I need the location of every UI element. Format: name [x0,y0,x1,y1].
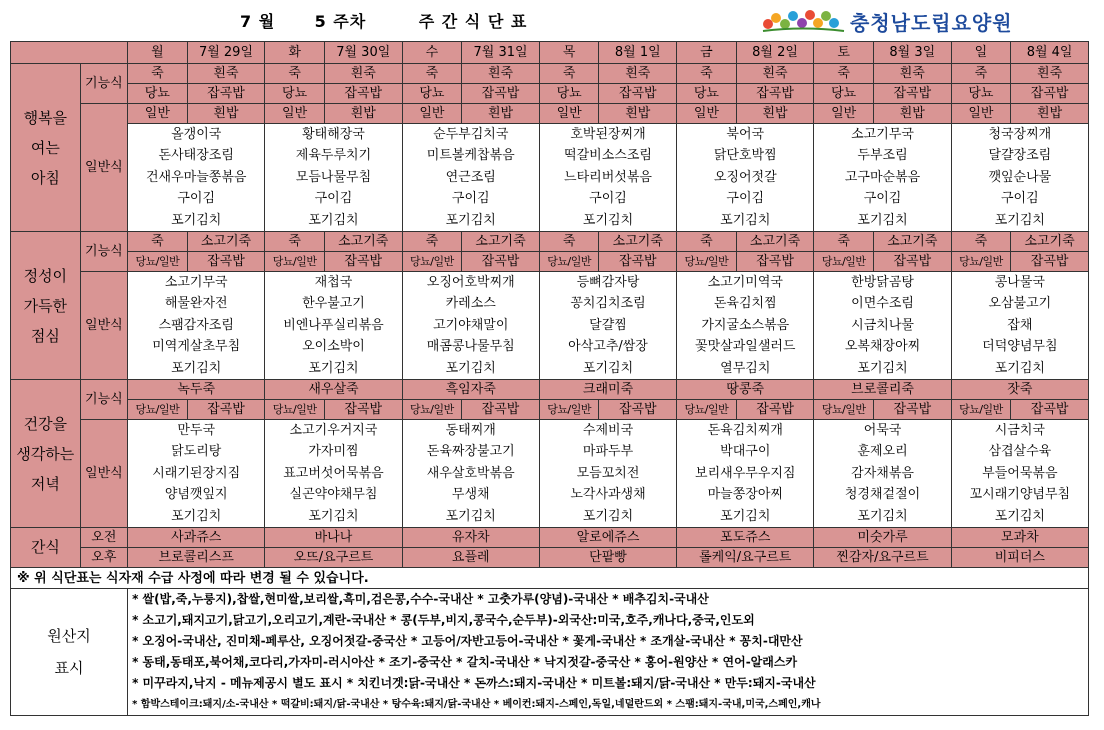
dish: 비엔나푸실리볶음 [283,317,384,333]
func-menu-cell: 소고기죽 [324,232,402,252]
dish: 어묵국 [863,423,902,438]
general-rice-cell: 흰밥 [187,104,265,124]
dish: 시금치국 [994,423,1045,438]
day-header: 화 [265,42,325,64]
table-row [11,272,1089,380]
func-menu-cell: 죽 [402,232,462,252]
dish: 구이김 [863,191,902,207]
dish: 오삼불고기 [988,296,1052,312]
meal-label-line: 생각하는 [16,444,75,463]
dish: 달걀장조림 [988,148,1052,164]
func-menu-cell: 당뇨 [402,84,462,104]
snack-pm-label: 오후 [80,548,127,568]
dish: 포기김치 [308,508,359,524]
dish: 구이김 [177,191,216,207]
general-rice-cell: 흰밥 [599,104,677,124]
general-rice-cell: 일반 [814,104,874,124]
general-rice-cell: 일반 [951,104,1011,124]
func-menu-cell: 소고기죽 [873,232,951,252]
dish: 훈제오리 [857,444,908,460]
func-menu-cell: 잡곡밥 [187,252,265,272]
day-header: 수 [402,42,462,64]
snack-cell: 바나나 [265,528,402,548]
general-menu-cell [402,124,539,232]
func-menu-cell: 죽 [539,232,599,252]
general-rice-cell: 흰밥 [324,104,402,124]
dish: 북어국 [726,127,765,142]
func-menu-cell: 죽 [951,232,1011,252]
dish: 포기김치 [720,508,771,524]
general-menu-cell [677,420,814,528]
dish: 건새우마늘쫑볶음 [145,169,247,185]
func-menu-cell: 죽 [814,232,874,252]
weekly-menu-table [10,41,1089,716]
func-menu-cell: 잡곡밥 [599,400,677,420]
dish: 포기김치 [994,360,1045,376]
dish: 황태해장국 [302,127,365,142]
table-row [11,84,1089,104]
func-menu-cell: 잡곡밥 [1011,400,1089,420]
dish: 포기김치 [308,212,359,228]
func-menu-cell: 당뇨/일반 [128,400,188,420]
dish: 감자채볶음 [851,465,914,481]
func-menu-cell: 죽 [951,64,1011,84]
dish: 박대구이 [720,444,771,460]
dish: 수제비국 [582,423,634,438]
general-menu-cell [265,420,402,528]
func-menu-cell: 당뇨 [951,84,1011,104]
func-menu-cell: 당뇨 [128,84,188,104]
dish: 깻잎순나물 [988,169,1052,185]
dish: 포기김치 [857,212,908,228]
meal-label-line: 가득한 [23,296,68,315]
func-menu-cell: 잣죽 [951,380,1088,400]
func-menu-cell: 죽 [265,64,325,84]
general-menu-cell [677,124,814,232]
table-row [11,589,1089,716]
func-menu-cell: 죽 [677,64,737,84]
func-menu-cell: 죽 [265,232,325,252]
origin-line: * 동태,동태포,북어채,코다리,가자미-러시아산 * 조기-중국산 * 갈치-국내산 * 낙지젓갈-중국산 * 홍어-원양산 * 연어-알래스카 [132,655,798,669]
general-menu-cell [814,124,951,232]
func-menu-cell: 흰죽 [462,64,540,84]
func-menu-cell: 흑임자죽 [402,380,539,400]
menu-title: 7 월 5 주차 주 간 식 단 표 [240,12,528,31]
origin-line: * 오징어-국내산, 진미채-페루산, 오징어젓갈-중국산 * 고등어/자반고등어-국내산 * 꽃게-국내산 * 조개살-국내산 * 꽁치-대만산 [132,634,803,648]
dish: 마파두부 [582,444,634,460]
general-menu-cell [539,272,676,380]
func-menu-cell: 잡곡밥 [187,84,265,104]
func-menu-cell: 죽 [539,64,599,84]
func-menu-cell: 땅콩죽 [677,380,814,400]
snack-cell: 미숫가루 [814,528,951,548]
dish: 등뼈감자탕 [576,275,640,290]
origin-line: * 소고기,돼지고기,닭고기,오리고기,계란-국내산 * 콩(두부,비지,콩국수,순두부)-외국산:미국,호주,캐나다,중국,인도외 [132,613,755,627]
func-menu-cell: 당뇨/일반 [814,400,874,420]
general-menu-cell [951,272,1088,380]
date-header: 7월 31일 [462,42,540,64]
dish: 호박된장찌개 [570,127,646,142]
snack-cell: 찐감자/요구르트 [814,548,951,568]
general-rice-cell: 흰밥 [873,104,951,124]
meal-label-line: 여는 [30,138,60,157]
func-menu-cell: 새우살죽 [265,380,402,400]
snack-cell: 유자차 [402,528,539,548]
func-menu-cell: 당뇨/일반 [951,400,1011,420]
table-row [11,400,1089,420]
snack-cell: 모과차 [951,528,1088,548]
dish: 포기김치 [994,212,1045,228]
breakfast-label [11,64,81,232]
dish: 오이소박이 [302,339,365,355]
dish: 오징어젓갈 [713,169,777,185]
page-header [0,0,1104,40]
func-menu-cell: 잡곡밥 [462,400,540,420]
func-menu-cell: 잡곡밥 [873,400,951,420]
func-diet-label: 기능식 [80,232,127,272]
dish: 한방닭곰탕 [851,275,914,290]
origin-list [128,589,1089,716]
func-menu-cell: 잡곡밥 [1011,84,1089,104]
func-menu-cell: 브로콜리죽 [814,380,951,400]
general-menu-cell [402,272,539,380]
general-menu-cell [128,272,265,380]
func-menu-cell: 죽 [128,232,188,252]
general-rice-cell: 일반 [539,104,599,124]
func-menu-cell: 소고기죽 [1011,232,1089,252]
dish: 아삭고추/쌈장 [568,339,648,355]
dish: 미트볼케찹볶음 [426,148,515,164]
date-header: 8월 3일 [873,42,951,64]
func-menu-cell: 소고기죽 [736,232,814,252]
dish: 포기김치 [582,360,634,376]
func-menu-cell: 잡곡밥 [324,252,402,272]
snack-cell: 요플레 [402,548,539,568]
general-menu-cell [814,272,951,380]
func-menu-cell: 당뇨 [265,84,325,104]
snack-cell: 오뜨/요구르트 [265,548,402,568]
origin-label-line: 표시 [54,659,84,677]
dish: 포기김치 [445,360,496,376]
func-menu-cell: 흰죽 [599,64,677,84]
snack-am-label: 오전 [80,528,127,548]
dish: 꼬시래기양념무침 [969,487,1071,503]
general-rice-cell: 흰밥 [462,104,540,124]
func-menu-cell: 당뇨/일반 [814,252,874,272]
snack-cell: 비피더스 [951,548,1088,568]
func-menu-cell: 죽 [128,64,188,84]
meal-label-line: 저녁 [30,474,60,493]
dish: 소고기무국 [164,275,228,290]
dish: 콩나물국 [994,275,1045,290]
dish: 포기김치 [994,508,1045,524]
table-row [11,232,1089,252]
flower-logo-icon [758,4,848,34]
dish: 실곤약야채무침 [289,487,378,503]
dish: 구이김 [726,191,765,207]
dish: 새우살호박볶음 [426,465,515,481]
general-rice-cell: 흰밥 [1011,104,1089,124]
origin-line: * 함박스테이크:돼지/소-국내산 * 떡갈비:돼지/닭-국내산 * 탕수육:돼지/닭-국내산 * 베이컨:돼지-스페인,독일,네덜란드외 * 스팸:돼지-국내,미국,스페인,캐나 [132,699,821,710]
func-menu-cell: 잡곡밥 [324,84,402,104]
dish: 포기김치 [171,508,222,524]
func-menu-cell: 흰죽 [187,64,265,84]
dish: 시래기된장지짐 [152,465,241,481]
dish: 포기김치 [445,212,496,228]
func-menu-cell: 잡곡밥 [1011,252,1089,272]
general-menu-cell [265,124,402,232]
dish: 돈육김치찌개 [707,423,783,438]
dish: 한우불고기 [302,296,365,312]
meal-label-line: 정성이 [23,266,68,285]
dish: 부들어묵볶음 [982,465,1058,481]
dish: 가자미찜 [308,444,359,460]
func-menu-cell: 당뇨 [677,84,737,104]
day-header: 목 [539,42,599,64]
func-menu-cell: 잡곡밥 [324,400,402,420]
dish: 마늘쫑장아찌 [707,487,783,503]
func-menu-cell: 소고기죽 [599,232,677,252]
func-menu-cell: 잡곡밥 [462,84,540,104]
dish: 순두부김치국 [433,127,509,142]
dish: 표고버섯어묵볶음 [283,465,384,481]
dish: 미역게살초무침 [152,339,241,355]
dish: 청국장찌개 [988,127,1052,142]
general-menu-cell [539,420,676,528]
dish: 스팸감자조림 [158,317,234,333]
func-menu-cell: 잡곡밥 [462,252,540,272]
table-row [11,528,1089,548]
func-menu-cell: 소고기죽 [462,232,540,252]
func-menu-cell: 당뇨/일반 [951,252,1011,272]
dish: 두부조림 [857,148,908,164]
func-menu-cell: 당뇨/일반 [402,400,462,420]
func-diet-label: 기능식 [80,64,127,104]
snack-label: 간식 [11,528,81,568]
dish: 무생채 [451,487,490,503]
general-menu-cell [951,420,1088,528]
general-diet-label: 일반식 [80,420,127,528]
dish: 소고기무국 [851,127,914,142]
func-menu-cell: 잡곡밥 [599,84,677,104]
general-menu-cell [128,420,265,528]
dish: 포기김치 [857,360,908,376]
origin-label [11,589,128,716]
dish: 포기김치 [308,360,359,376]
dish: 돈사태장조림 [158,148,234,164]
func-menu-cell: 잡곡밥 [736,252,814,272]
meal-label-line: 점심 [30,326,60,345]
dish: 포기김치 [171,212,222,228]
dish: 재첩국 [314,275,353,290]
dish: 매콤콩나물무침 [426,339,515,355]
meal-label-line: 행복을 [23,108,68,127]
func-menu-cell: 당뇨 [814,84,874,104]
general-rice-cell: 일반 [402,104,462,124]
general-rice-cell: 일반 [265,104,325,124]
general-rice-cell: 일반 [128,104,188,124]
dish: 연근조림 [445,169,496,185]
origin-line: * 쌀(밥,죽,누룽지),찹쌀,현미쌀,보리쌀,흑미,검은콩,수수-국내산 * 고춧가루(양념)-국내산 * 배추김치-국내산 [132,592,709,606]
func-menu-cell: 흰죽 [324,64,402,84]
dish: 보리새우무우지짐 [695,465,796,481]
table-row [11,104,1089,124]
table-row [11,252,1089,272]
origin-line: * 미꾸라지,낙지 - 메뉴제공시 별도 표시 * 치킨너겟:닭-국내산 * 돈까스:돼지-국내산 * 미트볼:돼지/닭-국내산 * 만두:돼지-국내산 [132,676,816,690]
day-header: 토 [814,42,874,64]
dish: 잡채 [1007,317,1033,333]
dish: 올갱이국 [171,127,222,142]
dish: 포기김치 [720,212,771,228]
dish: 오복채장아찌 [844,339,921,355]
dish: 오징어호박찌개 [426,275,515,290]
dish: 포기김치 [171,360,222,376]
table-row [11,64,1089,84]
func-menu-cell: 당뇨 [539,84,599,104]
dish: 열무김치 [720,360,771,376]
func-menu-cell: 당뇨/일반 [402,252,462,272]
func-menu-cell: 흰죽 [736,64,814,84]
general-rice-cell: 일반 [677,104,737,124]
func-menu-cell: 잡곡밥 [599,252,677,272]
table-row [11,548,1089,568]
dish: 소고기미역국 [707,275,783,290]
dish: 돈육짜장불고기 [426,444,515,460]
general-menu-cell [128,124,265,232]
general-menu-cell [814,420,951,528]
dish: 떡갈비소스조림 [564,148,652,164]
func-menu-cell: 흰죽 [1011,64,1089,84]
func-menu-cell: 당뇨/일반 [265,252,325,272]
general-menu-cell [402,420,539,528]
dish: 달걀찜 [589,317,627,333]
day-header: 금 [677,42,737,64]
general-diet-label: 일반식 [80,272,127,380]
table-row [11,124,1089,232]
logo [758,4,1088,34]
func-menu-cell: 죽 [402,64,462,84]
func-menu-cell: 잡곡밥 [873,84,951,104]
snack-cell: 롤케익/요구르트 [677,548,814,568]
snack-cell: 포도쥬스 [677,528,814,548]
func-menu-cell: 흰죽 [873,64,951,84]
dish: 구이김 [589,191,627,207]
lunch-label [11,232,81,380]
general-rice-cell: 흰밥 [736,104,814,124]
table-row [11,420,1089,528]
date-header: 7월 30일 [324,42,402,64]
dish: 소고기우거지국 [289,423,378,438]
dish: 양념깻잎지 [164,487,228,503]
dish: 포기김치 [582,212,634,228]
table-row [11,42,1089,64]
func-menu-cell: 잡곡밥 [873,252,951,272]
logo-text: 충청남도립요양원 [850,11,1013,35]
dish: 포기김치 [582,508,634,524]
func-menu-cell: 잡곡밥 [187,400,265,420]
func-menu-cell: 죽 [814,64,874,84]
date-header: 8월 2일 [736,42,814,64]
func-menu-cell: 당뇨/일반 [677,400,737,420]
func-menu-cell: 크래미죽 [539,380,676,400]
func-menu-cell: 죽 [677,232,737,252]
func-menu-cell: 잡곡밥 [736,84,814,104]
dish: 구이김 [1000,191,1039,207]
snack-cell: 알로에쥬스 [539,528,676,548]
func-diet-label: 기능식 [80,380,127,420]
date-header: 8월 4일 [1011,42,1089,64]
dish: 노각사과생채 [570,487,646,503]
dish: 더덕양념무침 [982,339,1058,355]
dish: 포기김치 [445,508,496,524]
dish: 모듬나물무침 [295,169,372,185]
dish: 꽁치김치조림 [570,296,646,312]
dish: 이면수조림 [851,296,914,312]
dish: 느타리버섯볶음 [564,169,652,185]
func-menu-cell: 녹두죽 [128,380,265,400]
snack-cell: 단팥빵 [539,548,676,568]
dish: 고구마순볶음 [844,169,921,185]
func-menu-cell: 소고기죽 [187,232,265,252]
dish: 닭단호박찜 [713,148,777,164]
dish: 모듬꼬치전 [576,465,640,481]
day-header: 월 [128,42,188,64]
table-row [11,380,1089,400]
corner-cell [11,42,128,64]
func-menu-cell: 잡곡밥 [736,400,814,420]
dish: 해물완자전 [164,296,228,312]
date-header: 8월 1일 [599,42,677,64]
general-diet-label: 일반식 [80,104,127,232]
func-menu-cell: 당뇨/일반 [265,400,325,420]
func-menu-cell: 당뇨/일반 [677,252,737,272]
meal-label-line: 건강을 [23,414,68,433]
snack-cell: 브로콜리스프 [128,548,265,568]
dish: 포기김치 [857,508,908,524]
dish: 삼겹살수육 [988,444,1052,460]
dish: 카레소스 [445,296,496,312]
dish: 구이김 [314,191,353,207]
func-menu-cell: 당뇨/일반 [128,252,188,272]
func-menu-cell: 당뇨/일반 [539,400,599,420]
dish: 가지굴소스볶음 [701,317,790,333]
menu-change-notice: ※ 위 식단표는 식자재 수급 사정에 따라 변경 될 수 있습니다. [11,568,1089,589]
day-header: 일 [951,42,1011,64]
general-menu-cell [539,124,676,232]
dish: 구이김 [451,191,490,207]
snack-cell: 사과쥬스 [128,528,265,548]
dish: 시금치나물 [851,317,914,333]
general-menu-cell [265,272,402,380]
origin-label-line: 원산지 [47,627,91,645]
dish: 동태찌개 [445,423,496,438]
table-row [11,568,1089,589]
dish: 고기야채말이 [433,317,509,333]
dish: 돈육김치찜 [713,296,777,312]
dish: 꽃맛살과일샐러드 [695,339,796,355]
dish: 청경채겉절이 [844,487,921,503]
date-header: 7월 29일 [187,42,265,64]
func-menu-cell: 당뇨/일반 [539,252,599,272]
dish: 제육두루치기 [295,148,372,164]
general-menu-cell [677,272,814,380]
dish: 만두국 [177,423,216,438]
dinner-label [11,380,81,528]
meal-label-line: 아침 [30,168,60,187]
dish: 닭도리탕 [171,444,222,460]
general-menu-cell [951,124,1088,232]
